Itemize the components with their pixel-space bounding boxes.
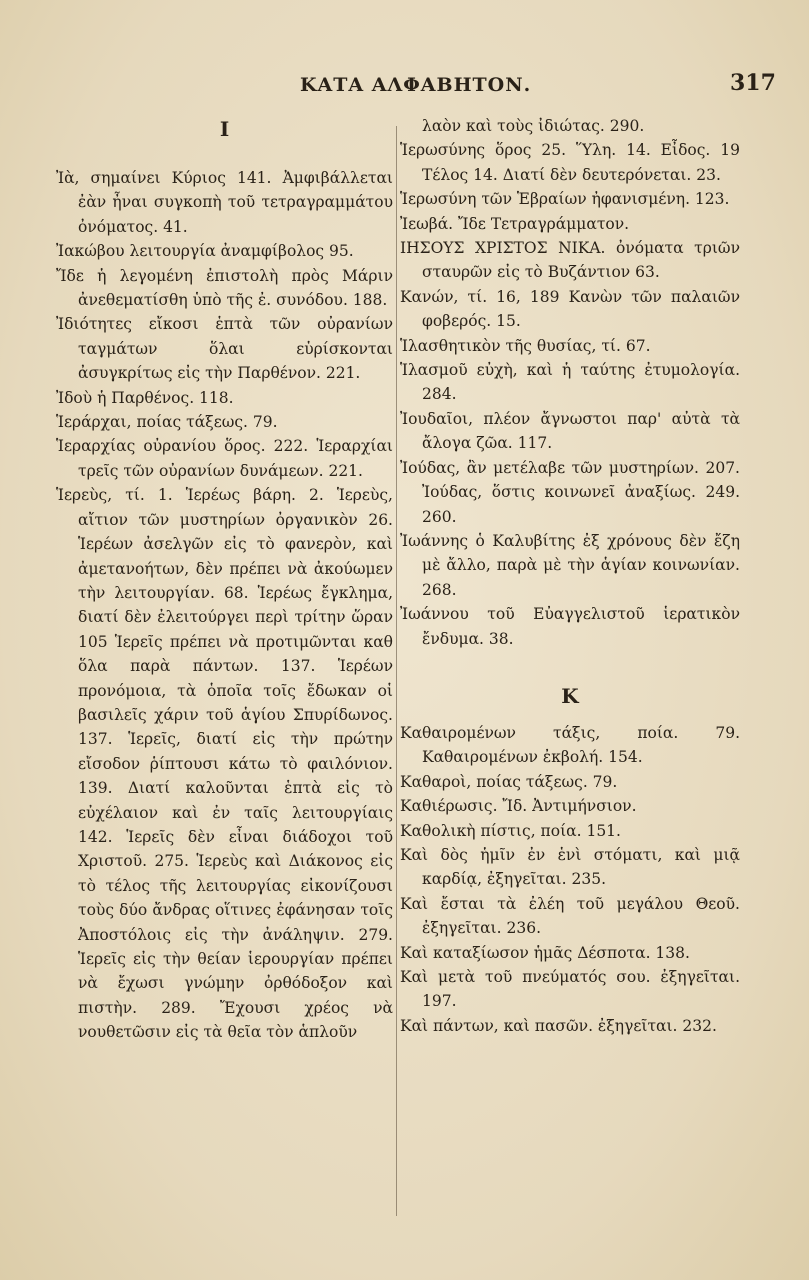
running-head bbox=[0, 70, 809, 102]
index-entry: Ἱερωσύνης ὅρος 25. Ὕλη. 14. Εἶδος. 19 Τέλος 14. Διατί δὲν δευτερόνεται. 23. bbox=[400, 141, 740, 184]
index-entry: Καὶ δὸς ἡμῖν ἐν ἑνὶ στόματι, καὶ μιᾷ καρδίᾳ, ἐξηγεῖται. 235. bbox=[400, 845, 740, 889]
index-entry: Ἱεραρχίας οὐρανίου ὅρος. 222. Ἱεραρχίαι τρεῖς τῶν οὐρανίων δυνάμεων. 221. bbox=[56, 437, 393, 480]
left-column bbox=[56, 114, 393, 1045]
column-divider bbox=[396, 126, 397, 1216]
index-entry: Ἰούδας, ἂν μετέλαβε τῶν μυστηρίων. 207. Ἰούδας, ὅστις κοινωνεῖ ἀναξίως. 249. 260. bbox=[400, 458, 740, 526]
continuation-line: λαὸν καὶ τοὺς ἰδιώτας. 290. bbox=[422, 117, 645, 135]
index-entry: Καὶ ἔσται τὰ ἐλέη τοῦ μεγάλου Θεοῦ. ἐξηγεῖται. 236. bbox=[400, 894, 740, 938]
running-title: ΚΑΤΑ ΑΛΦΑΒΗΤΟΝ. bbox=[300, 74, 532, 96]
index-entry: ΙΗΣΟΥΣ ΧΡΙΣΤΟΣ ΝΙΚΑ. ὀνόματα τριῶν σταυρῶν εἰς τὸ Βυζάντιον 63. bbox=[400, 239, 740, 282]
index-entry: Καθιέρωσις. Ἴδ. Ἀντιμήνσιον. bbox=[400, 797, 637, 816]
index-entry: Ἱερεὺς, τί. 1. Ἱερέως βάρη. 2. Ἱερεὺς, αἴτιον τῶν μυστηρίων ὀργανικὸν 26. Ἱερέων ἀσελγῶν εἰς τὸ φανερὸν, καὶ ἀμετανοήτων, δὲν πρέπει νὰ ἀκούωμεν τὴν λειτουργίαν. 68. Ἱερέως ἔγκλημα, διατί δὲν ἐλειτούργει περὶ τρίτην ὥραν 105 Ἱερεῖς πρέπει νὰ προτιμῶνται καθ ὅλα παρὰ πάντων. 137. Ἱερέων προνόμοια, τὰ ὁποῖα τοῖς ἔδωκαν οἱ βασιλεῖς χάριν τοῦ ἁγίου Σπυρίδωνος. 137. Ἱερεῖς, διατί εἰς τὴν πρώτην εἴσοδον ῥίπτουσι κάτω τὸ φαιλόνιον. 139. Διατί καλοῦνται ἑπτὰ εἰς τὸ εὐχέλαιον καὶ ἐν ταῖς λειτουργίαις 142. Ἱερεῖς δὲν εἶναι διάδοχοι τοῦ Χριστοῦ. 275. Ἱερεὺς καὶ Διάκονος εἰς τὸ τέλος τῆς λειτουργίας εἰκονίζουσι τοὺς δύο ἄνδρας οἵτινες ἐφάνησαν τοῖς Ἀποστόλοις εἰς τὴν ἀνάληψιν. 279. Ἱερεῖς εἰς τὴν θείαν ἱερουργίαν πρέπει νὰ ἔχωσι γνώμην ὀρθόδοξον καὶ πιστὴν. 289. Ἔχουσι χρέος νὰ νουθετῶσιν εἰς τὰ θεῖα τὸν ἁπλοῦν bbox=[56, 486, 393, 1042]
index-entry: Ἱερωσύνη τῶν Ἑβραίων ἠφανισμένη. 123. bbox=[400, 190, 730, 209]
page-number: 317 bbox=[730, 70, 776, 96]
index-entry: Κανών, τί. 16, 189 Κανὼν τῶν παλαιῶν φοβερός. 15. bbox=[400, 287, 740, 331]
index-entry: Ἱεράρχαι, ποίας τάξεως. 79. bbox=[56, 413, 278, 432]
index-entry: Καὶ μετὰ τοῦ πνεύματός σου. ἐξηγεῖται. 197. bbox=[400, 968, 740, 1011]
index-entry: Καὶ πάντων, καὶ πασῶν. ἐξηγεῖται. 232. bbox=[400, 1016, 717, 1035]
index-entry: Ἰδοὺ ἡ Παρθένος. 118. bbox=[56, 388, 234, 407]
index-entry: Ἰεωβά. Ἴδε Τετραγράμματον. bbox=[400, 214, 630, 233]
index-entry: Ἰουδαῖοι, πλέον ἄγνωστοι παρ' αὐτὰ τὰ ἄλογα ζῶα. 117. bbox=[400, 409, 740, 453]
letter-heading-kappa: Κ bbox=[561, 683, 579, 708]
right-column bbox=[400, 114, 740, 1038]
index-entry: Ἰωάννης ὁ Καλυβίτης ἐξ χρόνους δὲν ἔζη μὲ ἄλλο, παρὰ μὲ τὴν ἁγίαν κοινωνίαν. 268. bbox=[400, 531, 740, 599]
letter-heading-iota: Ι bbox=[219, 117, 230, 141]
index-entry: Ἰακώβου λειτουργία ἀναμφίβολος 95. bbox=[56, 242, 354, 261]
index-entry: Ἱλασθητικὸν τῆς θυσίας, τί. 67. bbox=[400, 336, 651, 355]
index-entry: Ἰωάννου τοῦ Εὐαγγελιστοῦ ἱερατικὸν ἔνδυμα. 38. bbox=[400, 605, 740, 648]
index-entry: Ἴδε ἡ λεγομένη ἐπιστολὴ πρὸς Μάριν ἀνεθεματίσθη ὑπὸ τῆς ἐ. συνόδου. 188. bbox=[56, 266, 393, 310]
index-entry: Καὶ καταξίωσον ἡμᾶς Δέσποτα. 138. bbox=[400, 943, 690, 962]
index-entry: Καθαροὶ, ποίας τάξεως. 79. bbox=[400, 772, 618, 791]
index-entry: Καθαιρομένων τάξις, ποία. 79. Καθαιρομένων ἐκβολή. 154. bbox=[400, 723, 740, 767]
index-entry: Ἱλασμοῦ εὐχὴ, καὶ ἡ ταύτης ἐτυμολογία. 284. bbox=[400, 361, 740, 404]
index-entry: Ἰδιότητες εἴκοσι ἑπτὰ τῶν οὐρανίων ταγμάτων ὅλαι εὑρίσκονται ἀσυγκρίτως εἰς τὴν Παρθένον. 221. bbox=[56, 315, 393, 383]
index-entry: Καθολικὴ πίστις, ποία. 151. bbox=[400, 821, 621, 840]
index-entry: Ἰὰ, σημαίνει Κύριος 141. Ἀμφιβάλλεται ἐὰν ἦναι συγκοπὴ τοῦ τετραγραμμάτου ὀνόματος. 41. bbox=[56, 169, 393, 236]
